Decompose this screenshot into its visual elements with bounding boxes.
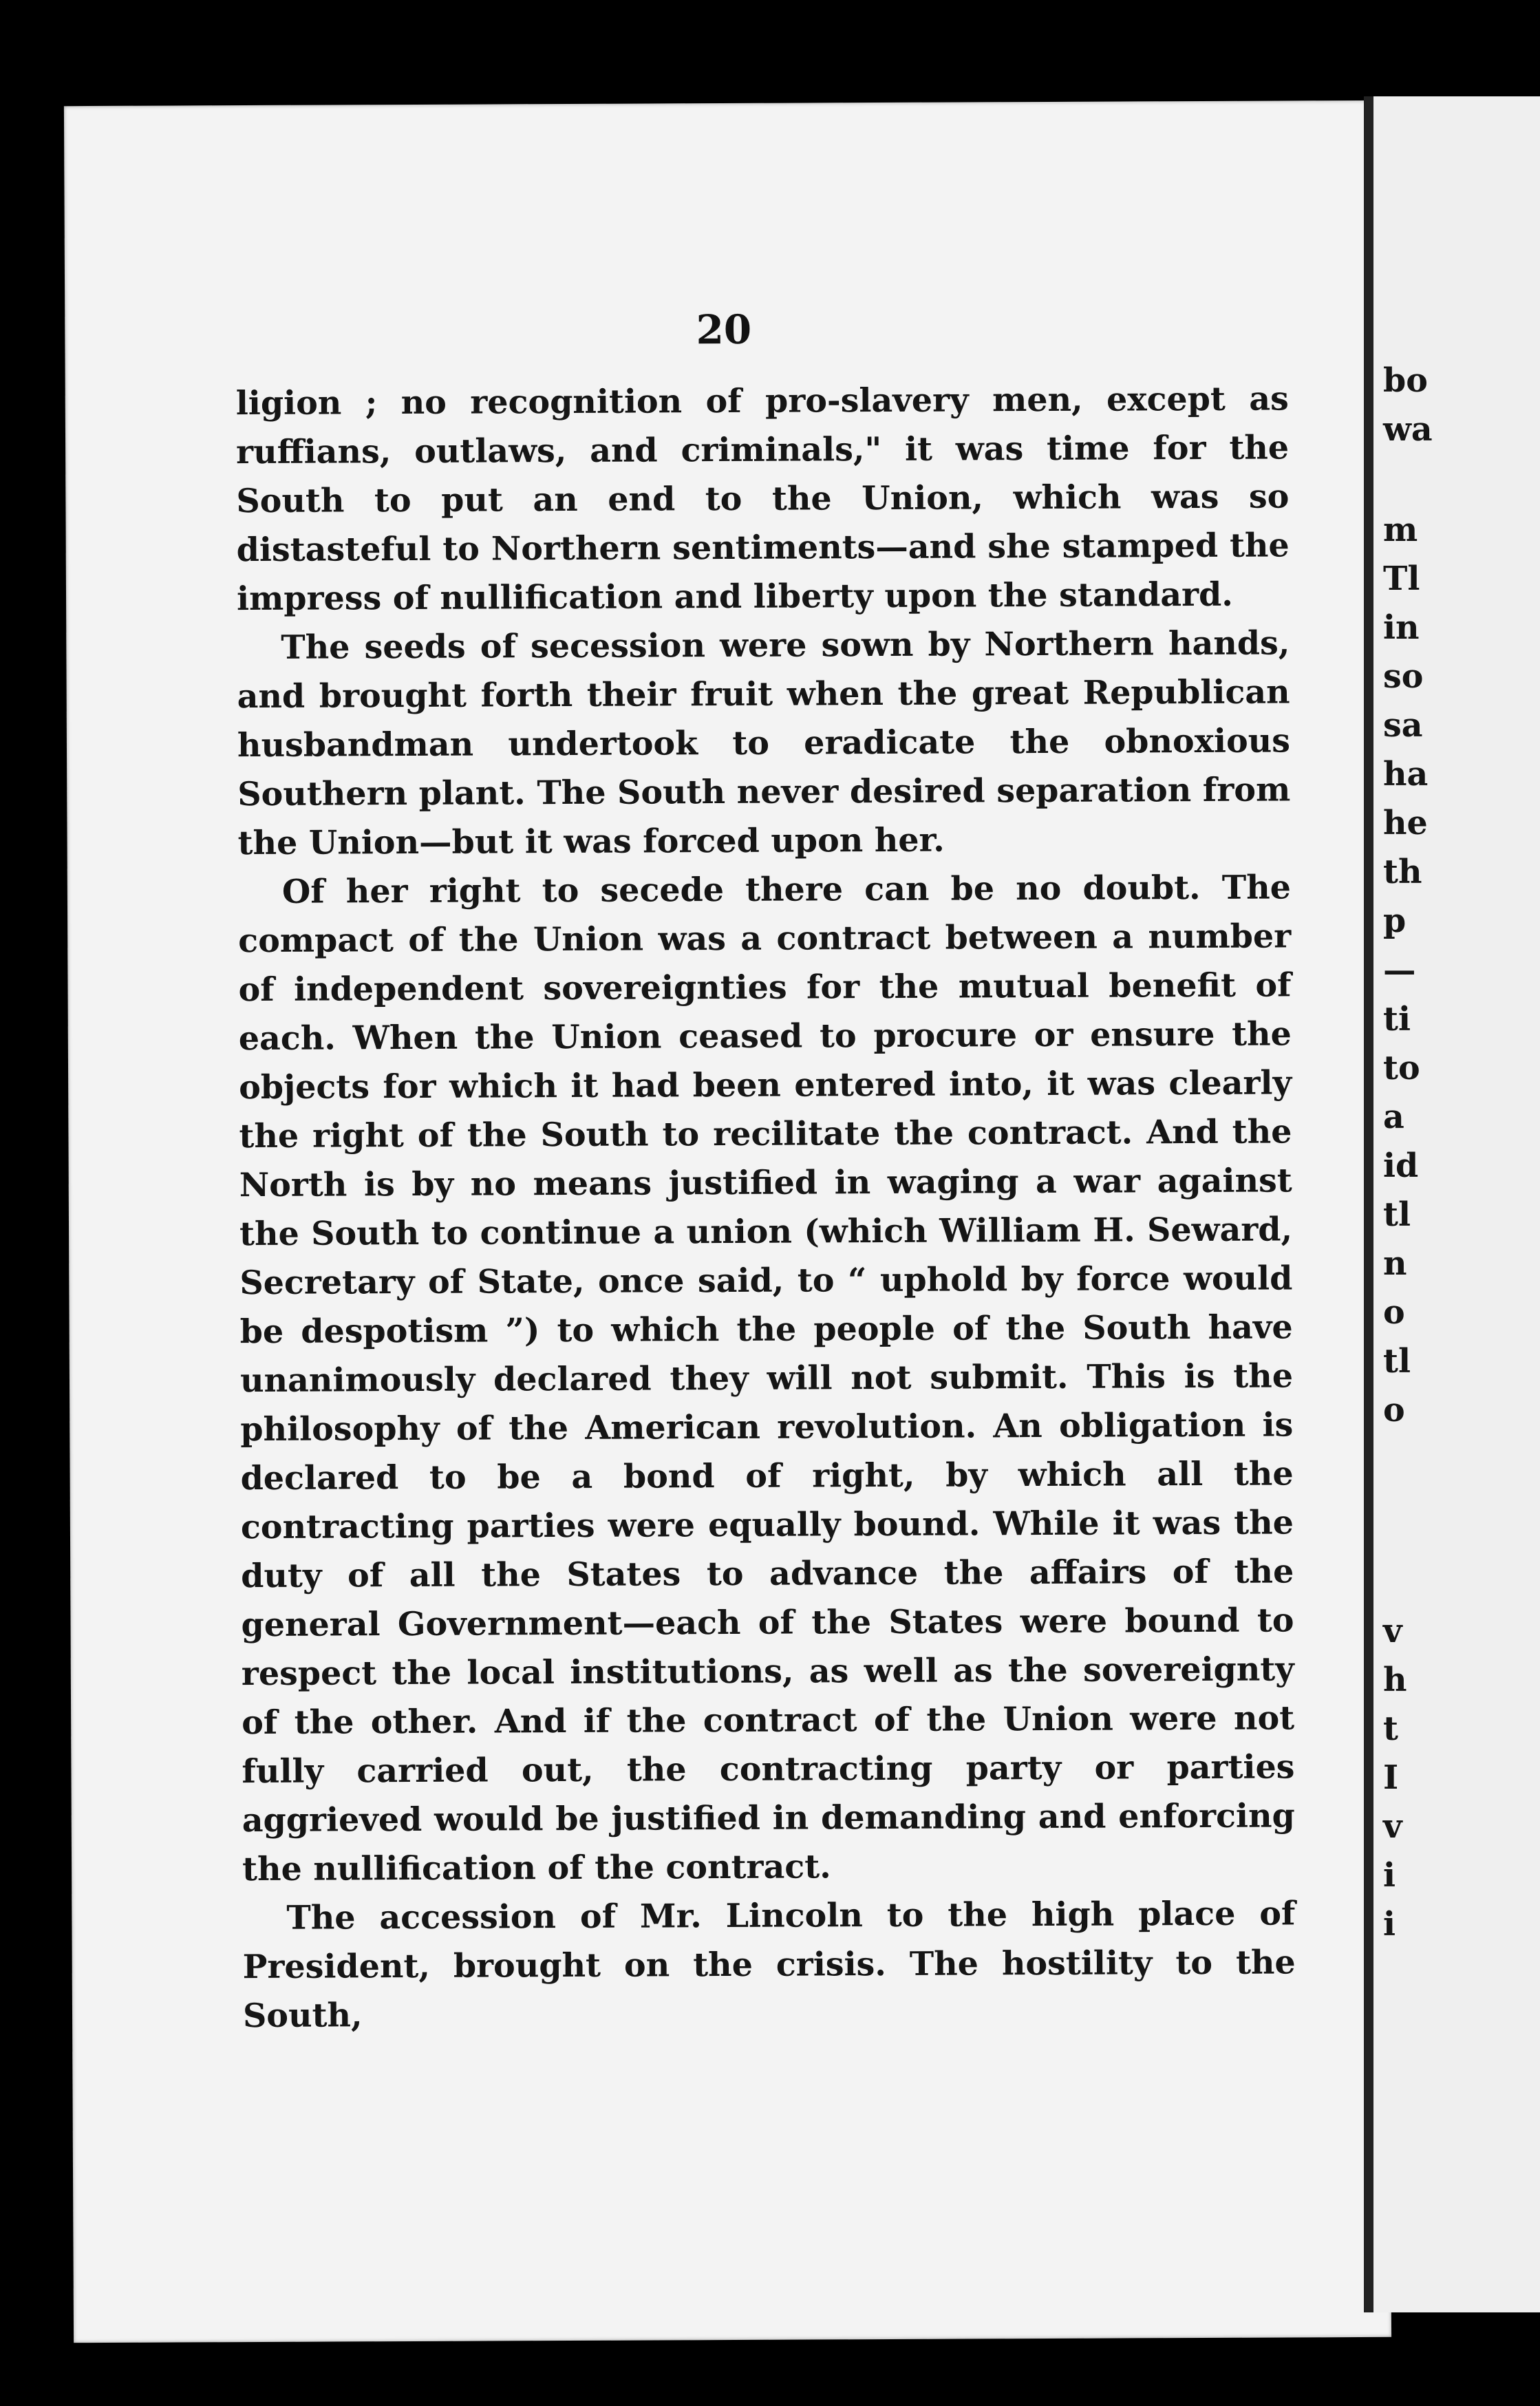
fragment-line: wa <box>1383 410 1433 449</box>
paragraph-4: The accession of Mr. Lincoln to the high place of President, brought on the crisis. The hostility to the South, <box>242 1894 1296 2036</box>
fragment-group-4 <box>1383 1607 1540 1949</box>
fragment-line: he <box>1383 804 1428 842</box>
fragment-line: so <box>1383 657 1424 696</box>
fragment-line: ha <box>1383 755 1429 794</box>
fragment-line: to <box>1383 1049 1420 1087</box>
fragment-line: sa <box>1383 706 1423 745</box>
fragment-group-3 <box>1383 946 1540 1435</box>
fragment-line: t <box>1383 1710 1398 1748</box>
fragment-group-1 <box>1383 356 1540 454</box>
fragment-line: o <box>1383 1293 1405 1332</box>
fragment-line: i <box>1383 1905 1396 1944</box>
fragment-line: bo <box>1383 361 1428 400</box>
fragment-line: v <box>1383 1807 1402 1846</box>
fragment-line: v <box>1383 1612 1402 1650</box>
fragment-line: p <box>1383 902 1407 940</box>
fragment-line: in <box>1383 608 1420 647</box>
fragment-line: a <box>1383 1098 1404 1136</box>
fragment-group-2 <box>1383 506 1540 946</box>
fragment-line: Tl <box>1383 560 1420 598</box>
paragraph-2: The seeds of secession were sown by Northern hands, and brought forth their fruit when the great Republican husbandman undertook to eradicate the obnoxious Southern plant. The South never desired separation from the Union—but it was forced upon her. <box>237 624 1291 863</box>
fragment-line: I <box>1383 1758 1399 1797</box>
left-page <box>64 100 1391 2343</box>
fragment-line: m <box>1383 511 1418 549</box>
paragraph-3: Of her right to secede there can be no doubt. The compact of the Union was a contract between a number of independent sovereignties for the mutual benefit of each. When the Union ceased to procure or ensure the objects for which it had been entered into, it was clearly the right of the South to recilitate the contract. And the North is by no means justified in waging a war against the South to continue a union (which William H. Seward, Secretary of State, once said, to “ uphold by force would be despotism ”) to which the people of the South have unanimously declared they will not submit. This is the philosophy of the American revolution. An obligation is declared to be a bond of right, by which all the contracting parties were equally bound. While it was the duty of all the States to advance the affairs of the general Government—each of the States were bound to respect the local institutions, as well as the sovereignty of the other. And if the contract of the Union were not fully carried out, the contracting party or parties aggrieved would be justified in demanding and enforcing the nullification of the contract. <box>238 868 1295 1889</box>
fragment-line: tl <box>1383 1195 1411 1234</box>
fragment-line: tl <box>1383 1342 1411 1381</box>
fragment-line: h <box>1383 1661 1407 1699</box>
body-text <box>236 374 1296 2041</box>
fragment-line: ti <box>1383 1000 1411 1039</box>
fragment-line: — <box>1383 951 1416 990</box>
fragment-line: i <box>1383 1856 1396 1895</box>
fragment-line: n <box>1383 1244 1407 1283</box>
fragment-line: id <box>1383 1147 1419 1185</box>
right-page-edge <box>1364 96 1540 2312</box>
fragment-line: o <box>1383 1391 1405 1429</box>
paragraph-1: ligion ; no recognition of pro-slavery men, except as ruffians, outlaws, and criminals," it was time for the South to put an end to the Union, which was so distasteful to Northern sentiments—and she stamped the impress of nullification and liberty upon the standard. <box>235 379 1290 619</box>
fragment-line: th <box>1383 853 1422 891</box>
page-number: 20 <box>696 306 752 354</box>
